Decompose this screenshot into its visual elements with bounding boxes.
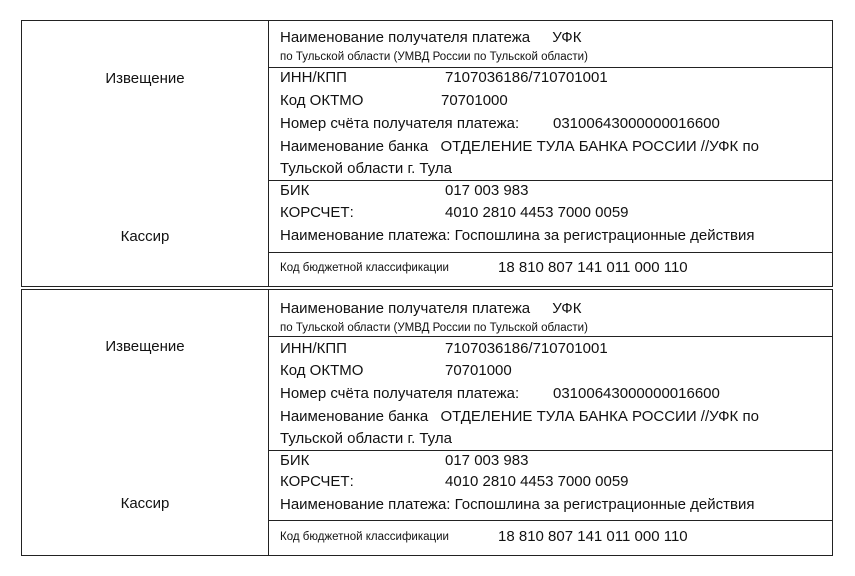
payment-value: Госпошлина за регистрационные действия: [454, 227, 755, 244]
korschet-value: 4010 2810 4453 7000 0059: [445, 204, 629, 221]
recipient-sub: по Тульской области (УМВД России по Тульской области): [280, 51, 588, 63]
recipient-sub: по Тульской области (УМВД России по Тульской области): [280, 322, 588, 334]
oktmo-value: 70701000: [441, 92, 508, 109]
korschet-label: КОРСЧЕТ:: [280, 473, 354, 490]
kbk-value: 18 810 807 141 011 000 110: [498, 259, 688, 276]
kbk-box: [269, 521, 832, 557]
bank-value-cont: Тульской области г. Тула: [280, 160, 453, 177]
korschet-label: КОРСЧЕТ:: [280, 204, 354, 221]
payment-label: Наименование платежа:: [280, 227, 451, 244]
recipient-label: Наименование получателя платежа: [280, 300, 531, 317]
bank-details-box: [269, 451, 832, 521]
inn-value: 7107036186/710701001: [445, 69, 608, 86]
stub-column: [22, 21, 269, 286]
cashier-label: Кассир: [120, 495, 170, 512]
account-box: [269, 68, 832, 181]
payment-form-notice: [21, 20, 833, 287]
details-column: [269, 290, 832, 555]
kbk-value: 18 810 807 141 011 000 110: [498, 528, 688, 545]
bank-value: ОТДЕЛЕНИЕ ТУЛА БАНКА РОССИИ //УФК по: [440, 408, 759, 425]
oktmo-label: Код ОКТМО: [280, 92, 364, 109]
payment-label: Наименование платежа:: [280, 496, 451, 513]
bank-value-cont: Тульской области г. Тула: [280, 430, 453, 447]
account-value: 03100643000000016600: [553, 115, 720, 132]
kbk-label: Код бюджетной классификации: [280, 262, 449, 274]
kbk-box: [269, 253, 832, 288]
recipient-value: УФК: [552, 29, 582, 46]
notice-label: Извещение: [105, 338, 185, 355]
korschet-value: 4010 2810 4453 7000 0059: [445, 473, 629, 490]
bank-label: Наименование банка: [280, 408, 429, 425]
inn-label: ИНН/КПП: [280, 69, 347, 86]
account-value: 03100643000000016600: [553, 385, 720, 402]
bik-label: БИК: [280, 182, 310, 199]
oktmo-label: Код ОКТМО: [280, 362, 364, 379]
payment-value: Госпошлина за регистрационные действия: [454, 496, 755, 513]
notice-label: Извещение: [105, 70, 185, 87]
account-label: Номер счёта получателя платежа:: [280, 115, 520, 132]
payment-form-receipt: [21, 289, 833, 556]
recipient-label: Наименование получателя платежа: [280, 29, 531, 46]
bank-label: Наименование банка: [280, 138, 429, 155]
inn-value: 7107036186/710701001: [445, 340, 608, 357]
kbk-label: Код бюджетной классификации: [280, 531, 449, 543]
oktmo-value: 70701000: [445, 362, 512, 379]
bik-label: БИК: [280, 452, 310, 469]
account-label: Номер счёта получателя платежа:: [280, 385, 520, 402]
recipient-box: [269, 21, 832, 68]
bik-value: 017 003 983: [445, 182, 529, 199]
recipient-value: УФК: [552, 300, 582, 317]
bank-details-box: [269, 181, 832, 253]
recipient-box: [269, 290, 832, 337]
stub-column: [22, 290, 269, 555]
cashier-label: Кассир: [120, 228, 170, 245]
bik-value: 017 003 983: [445, 452, 529, 469]
bank-value: ОТДЕЛЕНИЕ ТУЛА БАНКА РОССИИ //УФК по: [440, 138, 759, 155]
account-box: [269, 337, 832, 451]
inn-label: ИНН/КПП: [280, 340, 347, 357]
details-column: [269, 21, 832, 286]
